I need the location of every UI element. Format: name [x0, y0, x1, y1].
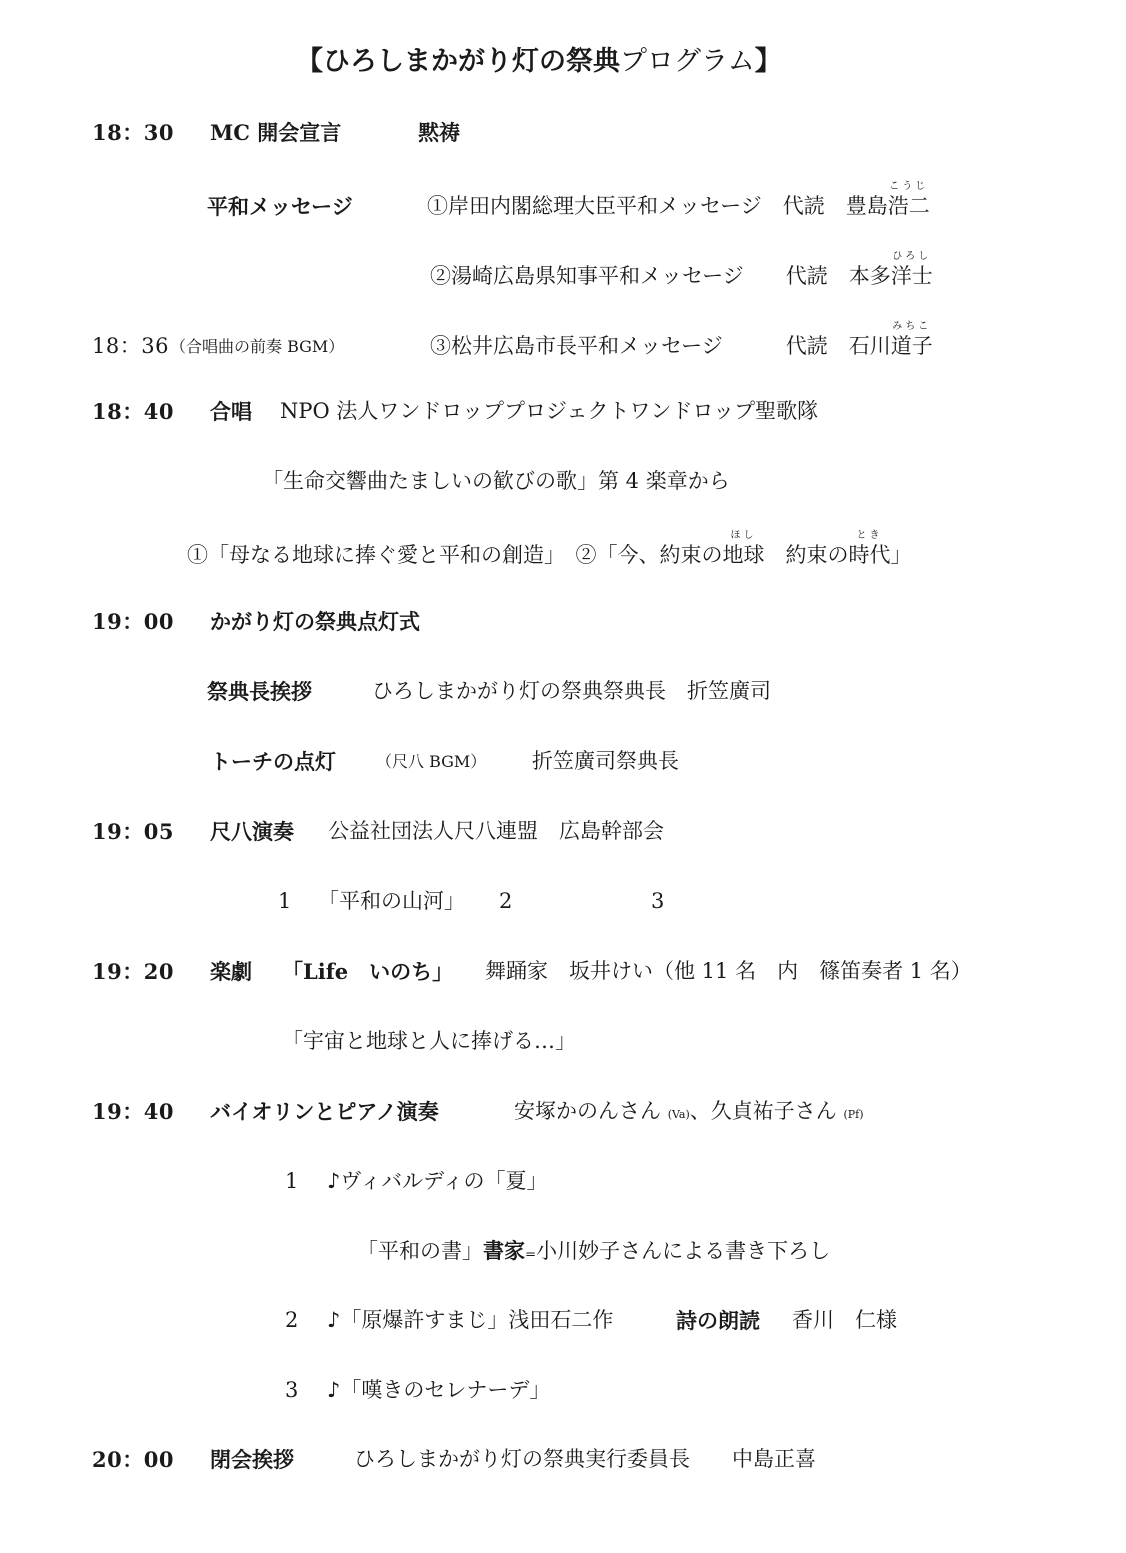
chorus-songs-c: 」 [890, 543, 912, 567]
poetry-reading-label: 詩の朗読 [676, 1308, 760, 1333]
shakuhachi-num-3: 3 [651, 889, 665, 913]
calligrapher-label: 書家 [483, 1238, 525, 1263]
shakuhachi-group: 公益社団法人尺八連盟 広島幹部会 [328, 819, 664, 843]
time-1830: 18：30 [92, 120, 174, 145]
lighting-ceremony-label: かがり灯の祭典点灯式 [210, 609, 420, 634]
vp-item-3-num: 3 [285, 1378, 299, 1402]
time-1940: 19：40 [92, 1099, 174, 1124]
shakuhachi-num-2: 2 [499, 889, 513, 913]
ruby-michiko [890, 321, 933, 358]
greeting-text: ひろしまかがり灯の祭典祭典長 折笠廣司 [372, 679, 771, 703]
poetry-reader: 香川 仁様 [792, 1308, 897, 1332]
ruby-koji-base: 浩二 [887, 194, 930, 218]
peace-message-2-text: ②湯崎広島県知事平和メッセージ 代読 本多 [430, 264, 891, 288]
music-drama-subtitle: 「宇宙と地球と人に捧げる…」 [282, 1029, 576, 1053]
player-1-instrument: (Va) [667, 1108, 690, 1121]
ruby-michiko-base: 道子 [890, 334, 933, 358]
peace-message-2 [430, 251, 933, 288]
ruby-hiroshi-reading: ひろし [892, 251, 932, 262]
opening-declaration: MC 開会宣言 [210, 120, 342, 145]
torch-bgm-note: （尺八 BGM） [376, 752, 487, 771]
peace-message-1-text: ①岸田内閣総理大臣平和メッセージ 代読 豊島 [427, 194, 888, 218]
ruby-hiroshi [890, 251, 933, 288]
music-drama-title: 「Life いのち」 [282, 959, 454, 984]
ruby-koji-reading: こうじ [889, 181, 929, 192]
vp-item-2: ♪「原爆許すまじ」浅田石二作 [327, 1308, 614, 1332]
shakuhachi-song-1: 「平和の山河」 [318, 889, 465, 913]
vp-item-3: ♪「嘆きのセレナーデ」 [327, 1378, 551, 1402]
shakuhachi-num-1: 1 [278, 889, 292, 913]
chorus-group: NPO 法人ワンドロッププロジェクトワンドロップ聖歌隊 [280, 399, 819, 423]
vp-item-1-num: 1 [285, 1169, 299, 1193]
player-2-instrument: (Pf) [843, 1108, 864, 1121]
time-1900: 19：00 [92, 609, 174, 634]
player-2: 久貞祐子さん [710, 1099, 837, 1123]
ruby-toki-reading: とき [856, 530, 883, 541]
title-normal: プログラム [620, 46, 755, 77]
title-bold: 【ひろしまかがり灯の祭典 [296, 46, 620, 77]
vp-item-2-num: 2 [285, 1308, 299, 1332]
ruby-hiroshi-base: 洋士 [890, 264, 933, 288]
page-title [296, 48, 782, 75]
time-1840: 18：40 [92, 399, 174, 424]
chorus-label: 合唱 [210, 399, 252, 424]
player-1: 安塚かのんさん [514, 1099, 661, 1123]
peace-message-3 [430, 321, 933, 358]
title-close: 】 [754, 46, 782, 77]
ruby-hoshi-reading: ほし [730, 530, 757, 541]
violin-piano-label: バイオリンとピアノ演奏 [210, 1099, 439, 1124]
chorus-songs [187, 530, 912, 567]
peace-message-label: 平和メッセージ [207, 194, 353, 219]
shakuhachi-label: 尺八演奏 [210, 819, 294, 844]
silent-prayer: 黙祷 [418, 120, 460, 145]
ruby-toki-base: 時代 [848, 543, 891, 567]
music-drama-label: 楽劇 [210, 959, 252, 984]
ruby-michiko-reading: みちこ [892, 321, 932, 332]
bgm-note: （合唱曲の前奏 BGM） [170, 337, 345, 356]
closing-label: 閉会挨拶 [210, 1447, 294, 1472]
torch-label: トーチの点灯 [210, 749, 336, 774]
chorus-work: 「生命交響曲たましいの歓びの歌」第 4 楽章から [262, 469, 730, 493]
calligrapher-text: ₌小川妙子さんによる書き下ろし [525, 1239, 831, 1263]
closing-text: ひろしまかがり灯の祭典実行委員長 中島正喜 [354, 1447, 816, 1471]
chorus-songs-a: ①「母なる地球に捧ぐ愛と平和の創造」 ②「今、約束の [187, 543, 723, 567]
time-1905: 19：05 [92, 819, 174, 844]
violin-piano-players [514, 1101, 864, 1122]
ruby-hoshi [722, 530, 765, 567]
greeting-label: 祭典長挨拶 [207, 679, 312, 704]
torch-person: 折笠廣司祭典長 [532, 749, 679, 773]
calligraphy-note [357, 1240, 830, 1262]
ruby-toki [848, 530, 891, 567]
time-1920: 19：20 [92, 959, 174, 984]
chorus-songs-b: 約束の [764, 543, 849, 567]
time-1836: 18：36 [92, 334, 169, 358]
ruby-hoshi-base: 地球 [722, 543, 765, 567]
player-separator: 、 [689, 1099, 711, 1123]
ruby-koji [887, 181, 930, 218]
calligraphy-title: 「平和の書」 [357, 1239, 483, 1263]
peace-message-3-text: ③松井広島市長平和メッセージ 代読 石川 [430, 334, 891, 358]
peace-message-1 [427, 181, 930, 218]
time-2000: 20：00 [92, 1447, 174, 1472]
vp-item-1: ♪ヴィバルディの「夏」 [327, 1169, 548, 1193]
music-drama-performer: 舞踊家 坂井けい（他 11 名 内 篠笛奏者 1 名） [485, 959, 972, 983]
